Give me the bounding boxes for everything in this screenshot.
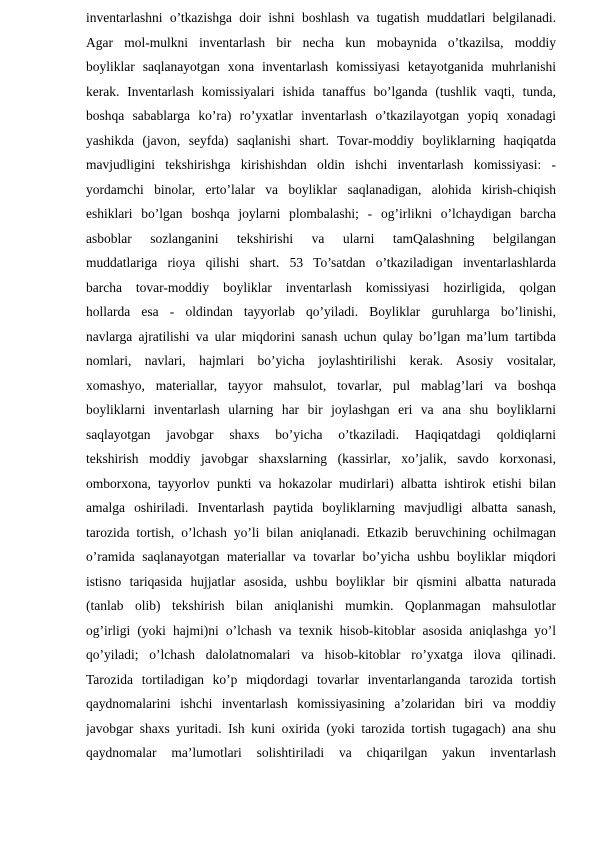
- text-line: muddatlariga rioya qilishi shart. 53 To’satdan o’tkaziladigan inventarlashlarda: [86, 255, 556, 270]
- text-line: omborxona, tayyorlov punkti va hokazolar mudirlari) albatta ishtirok etishi bilan: [86, 475, 556, 491]
- text-line: eshiklari bo’lgan boshqa joylarni plombalashi; - og’irlikni o’lchaydigan barcha: [86, 206, 556, 221]
- text-line: amalga oshiriladi. Inventarlash paytida boyliklarning mavjudligi albatta sanash,: [86, 500, 556, 515]
- text-line: Tarozida tortiladigan ko’p miqdordagi tovarlar inventarlanganda tarozida tortish: [86, 671, 556, 687]
- text-line: yashikda (javon, seyfda) saqlanishi shart. Tovar-moddiy boyliklarning haqiqatda: [86, 132, 556, 148]
- text-line: kerak. Inventarlash komissiyalari ishida tanaffus bo’lganda (tushlik vaqti, tunda,: [86, 83, 556, 99]
- text-line: asboblar sozlanganini tekshirishi va ularni tamQalashning belgilangan: [86, 230, 556, 246]
- text-line: boshqa sabablarga ko’ra) ro’yxatlar inventarlash o’tkazilayotgan yopiq xonadagi: [86, 108, 556, 123]
- text-line: javobgar shaxs yuritadi. Ish kuni oxirida (yoki tarozida tortish tugagach) ana shu: [86, 720, 556, 736]
- text-line: qaydnomalar ma’lumotlari solishtiriladi va chiqarilgan yakun inventarlash: [86, 745, 556, 760]
- text-line: boyliklar saqlanayotgan xona inventarlash komissiyasi ketayotganida muhrlanishi: [86, 59, 556, 74]
- text-line: inventarlashni o’tkazishga doir ishni boshlash va tugatish muddatlari belgilanadi.: [86, 10, 556, 25]
- text-line: Agar mol-mulkni inventarlash bir necha kun mobaynida o’tkazilsa, moddiy: [86, 34, 556, 50]
- text-line: xomashyo, materiallar, tayyor mahsulot, tovarlar, pul mablag’lari va boshqa: [86, 377, 556, 393]
- text-line: mavjudligini tekshirishga kirishishdan oldin ishchi inventarlash komissiyasi: -: [86, 157, 556, 172]
- text-line: qo’yiladi; o’lchash dalolatnomalari va hisob-kitoblar ro’yxatga ilova qilinadi.: [86, 647, 556, 662]
- text-line: (tanlab olib) tekshirish bilan aniqlanishi mumkin. Qoplanmagan mahsulotlar: [86, 598, 556, 613]
- text-line: nomlari, navlari, hajmlari bo’yicha joylashtirilishi kerak. Asosiy vositalar,: [86, 353, 556, 368]
- text-line: yordamchi binolar, erto’lalar va boyliklar saqlanadigan, alohida kirish-chiqish: [86, 181, 556, 197]
- text-line: tekshirish moddiy javobgar shaxslarning (kassirlar, xo’jalik, savdo korxonasi,: [86, 451, 556, 466]
- body-paragraph: [86, 6, 556, 766]
- text-line: o’ramida saqlanayotgan materiallar va tovarlar bo’yicha ushbu boyliklar miqdori: [86, 549, 556, 564]
- text-line: navlarga ajratilishi va ular miqdorini sanash uchun qulay bo’lgan ma’lum tartibda: [86, 328, 556, 344]
- text-line: boyliklarni inventarlash ularning har bir joylashgan eri va ana shu boyliklarni: [86, 402, 556, 417]
- text-line: istisno tariqasida hujjatlar asosida, ushbu boyliklar bir qismini albatta naturada: [86, 573, 556, 589]
- text-line: tarozida tortish, o’lchash yo’li bilan aniqlanadi. Etkazib beruvchining ochilmagan: [86, 524, 556, 540]
- text-line: og’irligi (yoki hajmi)ni o’lchash va texnik hisob-kitoblar asosida aniqlashga yo’l: [86, 622, 556, 638]
- text-line: qaydnomalarini ishchi inventarlash komissiyasining a’zolaridan biri va moddiy: [86, 696, 556, 711]
- text-line: hollarda esa - oldindan tayyorlab qo’yiladi. Boyliklar guruhlarga bo’linishi,: [86, 304, 556, 319]
- text-line: saqlayotgan javobgar shaxs bo’yicha o’tkaziladi. Haqiqatdagi qoldiqlarni: [86, 426, 556, 442]
- text-line: barcha tovar-moddiy boyliklar inventarlash komissiyasi hozirligida, qolgan: [86, 279, 556, 295]
